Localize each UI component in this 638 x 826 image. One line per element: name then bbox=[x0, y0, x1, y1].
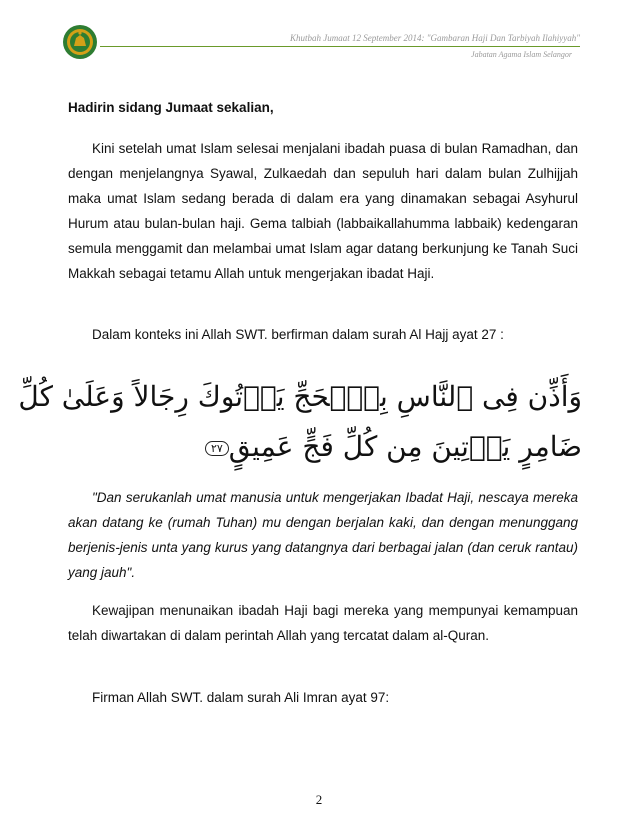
quran-verse-line-2 bbox=[201, 430, 582, 463]
greeting-heading: Hadirin sidang Jumaat sekalian, bbox=[68, 100, 274, 115]
quran-verse-line-1: وَأَذِّن فِى ٱلنَّاسِ بِٱلۡحَجِّ يَأۡتُوكَ رِجَالاً وَعَلَىٰ كُلِّ bbox=[18, 380, 582, 413]
header-divider bbox=[100, 46, 580, 47]
paragraph-second-verse-intro: Firman Allah SWT. dalam surah Ali Imran ayat 97: bbox=[92, 690, 390, 705]
page-number: 2 bbox=[315, 792, 323, 807]
header-title: Khutbah Jumaat 12 September 2014: "Gambaran Haji Dan Tarbiyah Ilahiyyah" bbox=[290, 33, 580, 43]
paragraph-intro: Kini setelah umat Islam selesai menjalani ibadah puasa di bulan Ramadhan, dan dengan menjelangnya Syawal, Zulkaedah dan sepuluh hari dalam bulan Zulhijjah maka umat Islam sedang berada di dalam era yang dinamakan sebagai Asyhurul Hurum atau bulan-bulan haji. Gema talbiah (labbaikallahumma labbaik) kedengaran semula menggamit dan melambai umat Islam agar datang berkunjung ke Tanah Suci Makkah sebagai tetamu Allah untuk mengerjakan ibadat Haji. bbox=[68, 141, 578, 281]
verse-translation: "Dan serukanlah umat manusia untuk mengerjakan Ibadat Haji, nescaya mereka akan datang ke (rumah Tuhan) mu dengan berjalan kaki, dan dengan menunggang berjenis-jenis unta yang kurus yang datangnya dari berbagai jalan (dan ceruk rantau) yang jauh". bbox=[68, 490, 578, 580]
ayah-number-marker: ٢٧ bbox=[205, 441, 229, 456]
paragraph-verse-intro: Dalam konteks ini Allah SWT. berfirman dalam surah Al Hajj ayat 27 : bbox=[92, 327, 504, 342]
quran-verse-line-2-text: ضَامِرٍ يَأۡتِينَ مِن كُلِّ فَجٍّ عَمِيقٍ bbox=[228, 430, 582, 463]
jais-logo-icon bbox=[62, 24, 98, 60]
header-subtitle: Jabatan Agama Islam Selangor bbox=[471, 50, 572, 59]
paragraph-obligation: Kewajipan menunaikan ibadah Haji bagi mereka yang mempunyai kemampuan telah diwartakan di dalam perintah Allah yang tercatat dalam al-Quran. bbox=[68, 603, 578, 643]
